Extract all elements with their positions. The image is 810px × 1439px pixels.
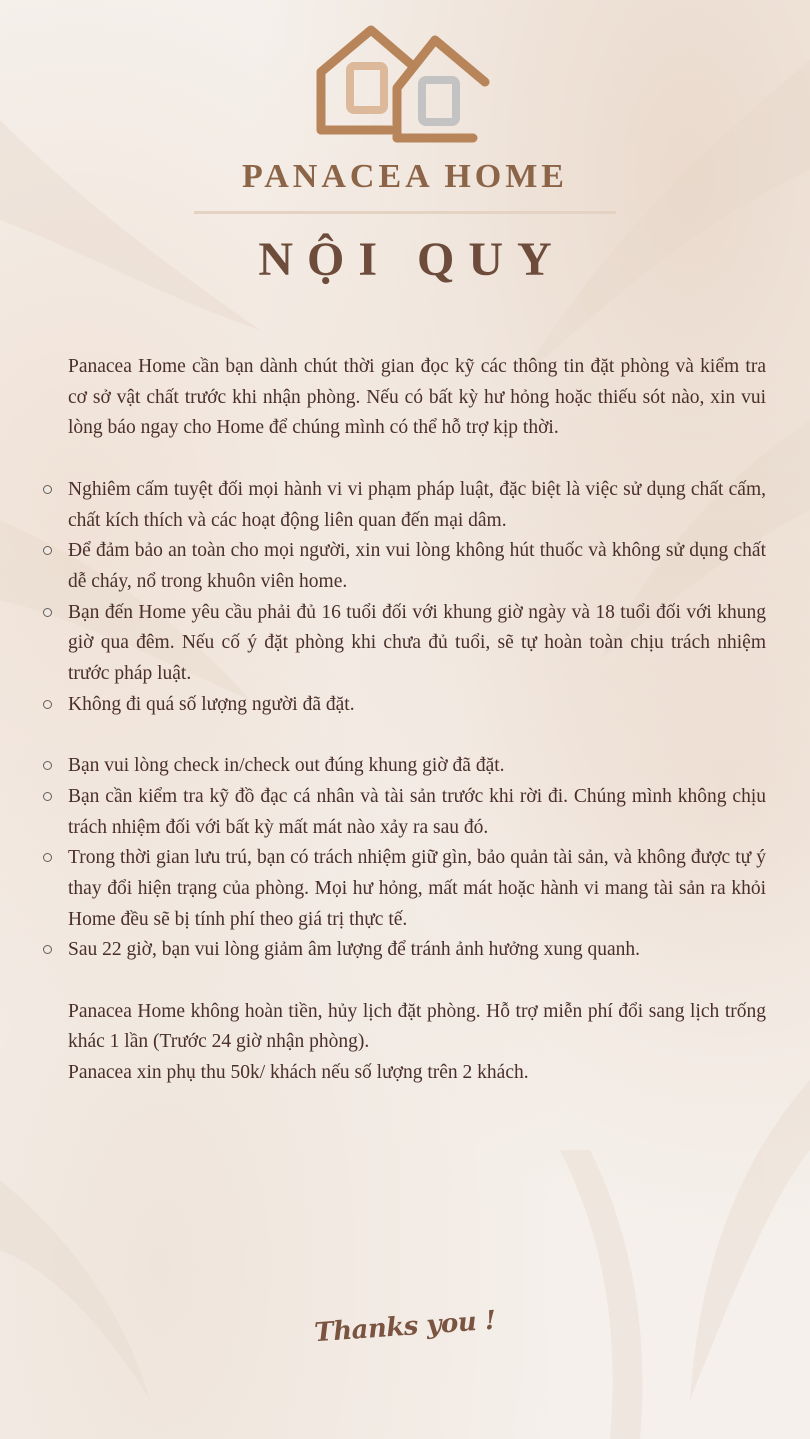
circle-bullet-icon: [43, 485, 52, 494]
circle-bullet-icon: [43, 792, 52, 801]
rules-list-1: [68, 475, 766, 721]
list-item: Không đi quá số lượng người đã đặt.: [68, 690, 766, 721]
list-item: Bạn đến Home yêu cầu phải đủ 16 tuổi đối với khung giờ ngày và 18 tuổi đối với khung giờ qua đêm. Nếu cố ý đặt phòng khi chưa đủ tuổi, sẽ tự hoàn toàn chịu trách nhiệm trước pháp luật.: [68, 598, 766, 690]
page-title: NỘI QUY: [258, 233, 566, 286]
circle-bullet-icon: [43, 700, 52, 709]
rules-list-2: [68, 751, 766, 966]
thanks-signature: Thanks you !: [313, 1305, 497, 1349]
spacer: [68, 720, 766, 751]
spacer: [68, 444, 766, 475]
list-item: Bạn vui lòng check in/check out đúng khung giờ đã đặt.: [68, 751, 766, 782]
rules-content: [68, 352, 766, 1089]
surcharge-policy: Panacea xin phụ thu 50k/ khách nếu số lượng trên 2 khách.: [68, 1062, 529, 1084]
two-houses-icon: [313, 20, 493, 144]
list-item: Để đảm bảo an toàn cho mọi người, xin vui lòng không hút thuốc và không sử dụng chất dễ cháy, nổ trong khuôn viên home.: [68, 536, 766, 597]
circle-bullet-icon: [43, 608, 52, 617]
list-item: Trong thời gian lưu trú, bạn có trách nhiệm giữ gìn, bảo quản tài sản, và không được tự ý thay đổi hiện trạng của phòng. Mọi hư hỏng, mất mát hoặc hành vi mang tài sản ra khỏi Home đều sẽ bị tính phí theo giá trị thực tế.: [68, 843, 766, 935]
list-item: Nghiêm cấm tuyệt đối mọi hành vi vi phạm pháp luật, đặc biệt là việc sử dụng chất cấm, chất kích thích và các hoạt động liên quan đến mại dâm.: [68, 475, 766, 536]
list-item: Bạn cần kiểm tra kỹ đồ đạc cá nhân và tài sản trước khi rời đi. Chúng mình không chịu trách nhiệm đối với bất kỳ mất mát nào xảy ra sau đó.: [68, 782, 766, 843]
divider: [194, 211, 616, 214]
spacer: [68, 966, 766, 997]
brand-name: PANACEA HOME: [242, 158, 568, 195]
refund-policy: Panacea Home không hoàn tiền, hủy lịch đặt phòng. Hỗ trợ miễn phí đổi sang lịch trống khác 1 lần (Trước 24 giờ nhận phòng).: [68, 1000, 766, 1053]
intro-paragraph: Panacea Home cần bạn dành chút thời gian đọc kỹ các thông tin đặt phòng và kiểm tra cơ sở vật chất trước khi nhận phòng. Nếu có bất kỳ hư hỏng hoặc thiếu sót nào, xin vui lòng báo ngay cho Home để chúng mình có thể hỗ trợ kịp thời.: [68, 356, 766, 439]
list-item: Sau 22 giờ, bạn vui lòng giảm âm lượng để tránh ảnh hưởng xung quanh.: [68, 935, 766, 966]
